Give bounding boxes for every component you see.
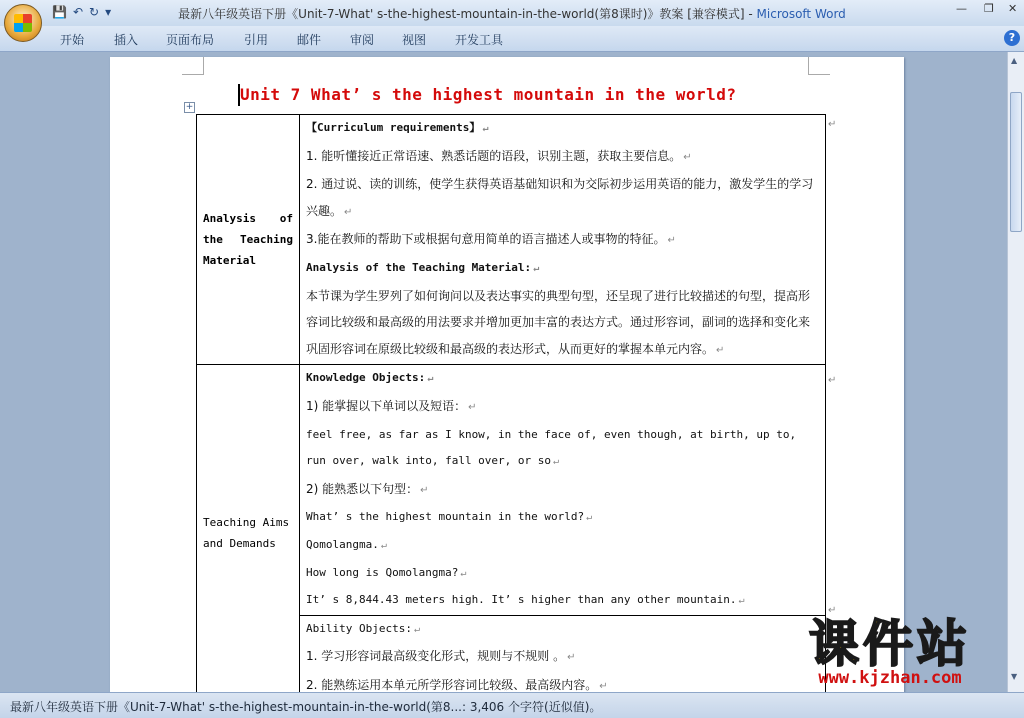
table-row <box>197 365 826 615</box>
document-title: Unit 7 What’ s the highest mountain in the world? <box>240 85 737 104</box>
table-move-handle-icon[interactable]: + <box>185 102 194 112</box>
cell-line: 1) 能掌握以下单词以及短语： ↵ <box>306 398 477 413</box>
scroll-thumb[interactable] <box>1010 92 1022 232</box>
paragraph-mark: ↵ <box>482 123 489 134</box>
row-content-knowledge[interactable] <box>300 365 826 615</box>
paragraph-mark: ↵ <box>413 623 420 635</box>
tab-review[interactable]: 审阅 <box>350 33 375 47</box>
restore-icon[interactable]: ❐ <box>984 2 994 15</box>
cell-line: 1. 能听懂接近正常语速、熟悉话题的语段，识别主题，获取主要信息。 ↵ <box>306 148 692 163</box>
tab-insert[interactable]: 插入 <box>114 33 139 47</box>
cell-line: Ability Objects: ↵ <box>306 621 420 635</box>
tab-developer[interactable]: 开发工具 <box>455 33 504 47</box>
document-page[interactable] <box>110 57 904 692</box>
office-logo-icon <box>14 14 32 32</box>
ribbon-tabs <box>0 26 1024 52</box>
app-name: Microsoft Word <box>756 7 846 21</box>
watermark-title: 课件站 <box>809 615 971 673</box>
cell-line: It’ s 8,844.43 meters high. It’ s higher than any other mountain. ↵ <box>306 593 745 607</box>
cell-line: Knowledge Objects: ↵ <box>306 371 434 385</box>
save-icon[interactable]: 💾 <box>52 5 67 19</box>
cell-line: 3.能在教师的帮助下或根据句意用简单的语言描述人或事物的特征。 ↵ <box>306 232 676 247</box>
status-bar <box>0 692 1024 718</box>
paragraph-mark: ↵ <box>667 235 676 247</box>
paragraph-mark: ↵ <box>420 484 429 496</box>
cell-line: How long is Qomolangma? ↵ <box>306 565 467 579</box>
status-text: 最新八年级英语下册《Unit-7-What' s-the-highest-mountain-in-the-world(第8...: 3,406 个字符(近似值)。 <box>10 700 602 714</box>
cell-line: 2) 能熟悉以下句型： ↵ <box>306 481 429 496</box>
tab-view[interactable]: 视图 <box>402 33 427 47</box>
paragraph-mark: ↵ <box>716 344 725 356</box>
cell-line: Analysis of the Teaching Material: ↵ <box>306 260 540 274</box>
lesson-plan-table <box>196 114 826 692</box>
row-label-analysis: Analysis of the Teaching Material <box>197 115 300 365</box>
row-content-analysis[interactable] <box>300 115 826 365</box>
paragraph-mark: ↵ <box>586 512 593 524</box>
scroll-up-icon[interactable]: ▲ <box>1011 56 1018 65</box>
crop-mark <box>182 57 204 75</box>
scroll-down-icon[interactable]: ▼ <box>1011 672 1018 681</box>
cell-line: What’ s the highest mountain in the world? ↵ <box>306 510 593 524</box>
row-end-mark: ↵ <box>828 375 837 386</box>
watermark-logo <box>776 616 1004 688</box>
cell-line: 2. 通过说、读的训练，使学生获得英语基础知识和为交际初步运用英语的能力，激发学生的学习兴趣。 ↵ <box>306 177 814 218</box>
watermark-url: www.kjzhan.com <box>818 668 962 688</box>
cell-line: 2. 能熟练运用本单元所学形容词比较级、最高级内容。 ↵ <box>306 677 608 692</box>
office-button[interactable] <box>4 4 42 42</box>
cell-line: 1. 学习形容词最高级变化形式，规则与不规则 。 ↵ <box>306 649 576 664</box>
cell-line: 本节课为学生罗列了如何询问以及表达事实的典型句型，还呈现了进行比较描述的句型，提高形容词比较级和最高级的用法要求并增加更加丰富的表达方式。通过形容词，副词的选择和变化来巩固形容词在原级比较级和最高级的表达形式，从而更好的掌握本单元内容。 ↵ <box>306 288 811 356</box>
paragraph-mark: ↵ <box>380 539 387 551</box>
paragraph-mark: ↵ <box>460 567 467 579</box>
tab-references[interactable]: 引用 <box>244 33 269 47</box>
paragraph-mark: ↵ <box>344 206 353 218</box>
cell-line: feel free, as far as I know, in the face of, even though, at birth, up to, run over, walk into, fall over, or so ↵ <box>306 427 797 468</box>
tab-mailings[interactable]: 邮件 <box>297 33 322 47</box>
paragraph-mark: ↵ <box>567 652 576 664</box>
row-label-aims: Teaching Aims and Demands <box>197 365 300 692</box>
paragraph-mark: ↵ <box>553 456 560 468</box>
paragraph-mark: ↵ <box>533 262 540 274</box>
tab-page-layout[interactable]: 页面布局 <box>166 33 215 47</box>
vertical-scrollbar[interactable] <box>1007 52 1024 692</box>
close-icon[interactable]: ✕ <box>1008 2 1018 15</box>
paragraph-mark: ↵ <box>427 373 434 385</box>
cell-line: Qomolangma. ↵ <box>306 537 387 551</box>
customize-qat-icon[interactable]: ▾ <box>105 5 112 19</box>
paragraph-mark: ↵ <box>683 151 692 163</box>
row-end-mark: ↵ <box>828 605 837 616</box>
cell-line: 【Curriculum requirements】 ↵ <box>306 121 489 134</box>
crop-mark <box>808 57 830 75</box>
document-name: 最新八年级英语下册《Unit-7-What' s-the-highest-mountain-in-the-world(第8课时)》教案 [兼容模式] - <box>178 7 757 21</box>
paragraph-mark: ↵ <box>468 401 477 413</box>
row-content-ability[interactable] <box>300 615 826 692</box>
paragraph-mark: ↵ <box>599 680 608 692</box>
window-title <box>0 5 1024 22</box>
help-icon[interactable]: ? <box>1004 30 1020 46</box>
paragraph-mark: ↵ <box>738 595 745 607</box>
minimize-icon[interactable]: — <box>956 2 967 15</box>
row-end-mark: ↵ <box>828 119 837 130</box>
title-bar <box>0 0 1024 26</box>
undo-icon[interactable]: ↶ <box>72 5 84 19</box>
document-canvas <box>0 52 1007 692</box>
tab-home[interactable]: 开始 <box>60 33 85 47</box>
table-row <box>197 115 826 365</box>
redo-icon[interactable]: ↻ <box>89 5 100 19</box>
